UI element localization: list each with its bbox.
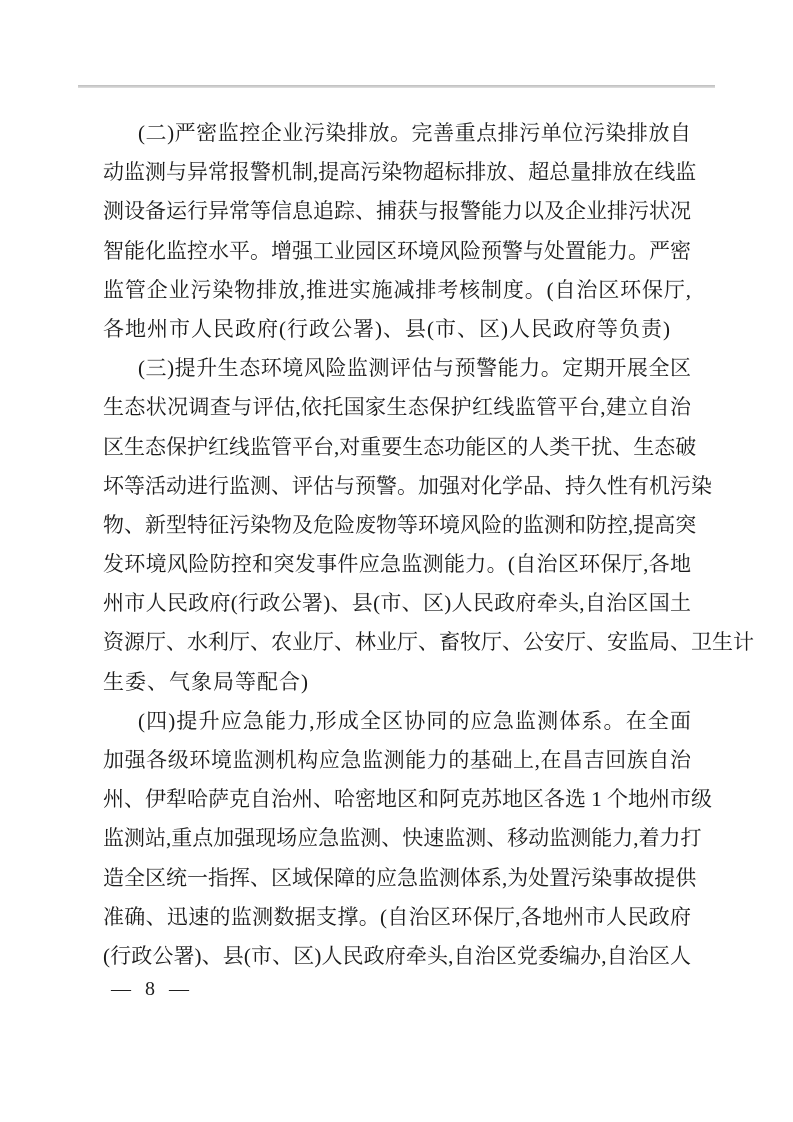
text-line [103, 780, 712, 819]
text-line [103, 232, 691, 271]
text-line [103, 663, 691, 702]
line-text: (行政公署)、县(市、区)人民政府牵头,自治区党委编办,自治区人 [103, 943, 691, 968]
text-line [103, 388, 691, 427]
text-line [103, 898, 691, 937]
line-text: 生委、气象局等配合) [103, 669, 309, 694]
line-text: 在全面 [625, 708, 691, 733]
paragraph-item-2 [103, 114, 697, 349]
text-line [103, 819, 702, 858]
footer-left-dash: — [111, 978, 131, 1000]
text-line [103, 153, 697, 192]
line-text: 州市人民政府(行政公署)、县(市、区)人民政府牵头,自治区国土 [103, 591, 691, 616]
text-line [103, 584, 691, 623]
page-footer [111, 977, 189, 1001]
paragraph-item-3 [103, 349, 754, 702]
text-line [103, 545, 691, 584]
line-text: 物、新型特征污染物及危险废物等环境风险的监测和防控,提高突 [103, 512, 697, 537]
line-text: 准确、迅速的监测数据支撑。(自治区环保厅,各地州市人民政府 [103, 904, 691, 929]
text-line [103, 623, 754, 662]
item-heading: (三)提升生态环境风险监测评估与预警能力。 [138, 356, 563, 381]
line-text: 各地州市人民政府(行政公署)、县(市、区)人民政府等负责) [103, 316, 671, 341]
document-body [103, 114, 754, 976]
text-line [103, 741, 691, 780]
text-line [103, 310, 691, 349]
line-text: 监测站,重点加强现场应急监测、快速监测、移动监测能力,着力打 [103, 826, 702, 851]
line-text: 加强各级环境监测机构应急监测能力的基础上,在昌吉回族自治 [103, 748, 691, 772]
line-text: 测设备运行异常等信息追踪、捕获与报警能力以及企业排污状况 [103, 199, 691, 224]
page-number: 8 [145, 978, 155, 1000]
line-text: 定期开展全区 [562, 356, 691, 381]
line-text: 发环境风险防控和突发事件应急监测能力。(自治区环保厅,各地 [103, 552, 691, 577]
text-line [103, 428, 697, 467]
text-line [103, 192, 691, 231]
text-line [103, 271, 691, 310]
text-line [103, 937, 691, 976]
line-text: 州、伊犁哈萨克自治州、哈密地区和阿克苏地区各选 1 个地州市级 [103, 787, 712, 812]
text-line [103, 506, 697, 545]
line-text: 造全区统一指挥、区域保障的应急监测体系,为处置污染事故提供 [103, 865, 697, 890]
footer-right-dash: — [169, 978, 189, 1000]
text-line [103, 114, 691, 153]
line-text: 区生态保护红线监管平台,对重要生态功能区的人类干扰、生态破 [103, 434, 697, 459]
line-text: 动监测与异常报警机制,提高污染物超标排放、超总量排放在线监 [103, 160, 697, 185]
paragraph-item-4 [103, 702, 712, 976]
text-line [103, 702, 691, 741]
header-rule [78, 85, 715, 88]
line-text: 生态状况调查与评估,依托国家生态保护红线监管平台,建立自治 [103, 395, 691, 420]
line-text: 智能化监控水平。增强工业园区环境风险预警与处置能力。严密 [103, 238, 691, 263]
item-heading: (四)提升应急能力,形成全区协同的应急监测体系。 [138, 708, 626, 733]
line-text: 坏等活动进行监测、评估与预警。加强对化学品、持久性有机污染 [103, 473, 712, 498]
text-line [103, 349, 691, 388]
text-line [103, 467, 712, 506]
text-line [103, 859, 697, 898]
line-text: 资源厅、水利厅、农业厅、林业厅、畜牧厅、公安厅、安监局、卫生计 [103, 630, 754, 655]
item-heading: (二)严密监控企业污染排放。 [138, 121, 412, 145]
line-text: 监管企业污染物排放,推进实施减排考核制度。(自治区环保厅, [103, 277, 691, 302]
line-text: 完善重点排污单位污染排放自 [411, 121, 691, 145]
